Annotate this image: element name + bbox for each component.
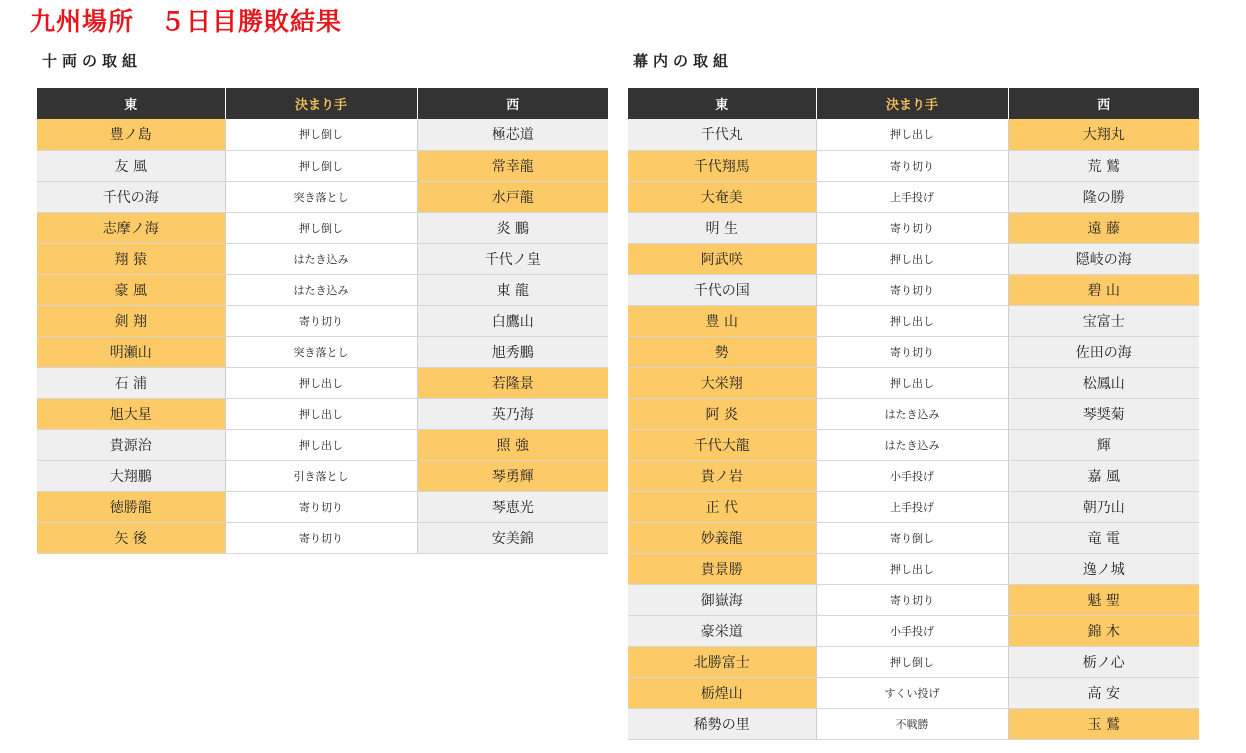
- west-rikishi: 英乃海: [417, 398, 608, 429]
- kimarite: 押し出し: [225, 398, 417, 429]
- west-rikishi: 安美錦: [417, 522, 608, 553]
- east-rikishi: 友 風: [37, 150, 225, 181]
- bout-row: [37, 212, 608, 243]
- juryo-bouts-body: [37, 119, 608, 553]
- west-rikishi: 嘉 風: [1008, 460, 1199, 491]
- east-rikishi: 貴ノ岩: [628, 460, 816, 491]
- makuuchi-bouts-body: [628, 119, 1199, 739]
- bout-row: [37, 150, 608, 181]
- bout-row: [37, 119, 608, 150]
- kimarite: はたき込み: [225, 243, 417, 274]
- kimarite: はたき込み: [225, 274, 417, 305]
- east-rikishi: 千代大龍: [628, 429, 816, 460]
- west-rikishi: 玉 鷲: [1008, 708, 1199, 739]
- bout-row: [37, 491, 608, 522]
- kimarite: 寄り切り: [225, 305, 417, 336]
- bout-row: [628, 336, 1199, 367]
- page-title: 九州場所 ５日目勝敗結果: [30, 7, 343, 36]
- east-rikishi: 明 生: [628, 212, 816, 243]
- bout-row: [628, 677, 1199, 708]
- kimarite: 小手投げ: [816, 615, 1008, 646]
- west-rikishi: 極芯道: [417, 119, 608, 150]
- kimarite: 押し出し: [225, 367, 417, 398]
- juryo-header-row: [37, 88, 608, 119]
- bout-row: [628, 615, 1199, 646]
- kimarite: 上手投げ: [816, 181, 1008, 212]
- kimarite: 押し出し: [816, 243, 1008, 274]
- east-rikishi: 千代の海: [37, 181, 225, 212]
- east-rikishi: 翔 猿: [37, 243, 225, 274]
- east-rikishi: 石 浦: [37, 367, 225, 398]
- east-rikishi: 千代翔馬: [628, 150, 816, 181]
- east-rikishi: 大翔鵬: [37, 460, 225, 491]
- west-column-header: 西: [417, 88, 608, 119]
- kimarite: 寄り切り: [816, 584, 1008, 615]
- kimarite: 突き落とし: [225, 336, 417, 367]
- kimarite: 押し出し: [816, 119, 1008, 150]
- kimarite: 押し出し: [225, 429, 417, 460]
- makuuchi-bouts-table: [628, 88, 1199, 740]
- bout-row: [628, 491, 1199, 522]
- west-column-header: 西: [1008, 88, 1199, 119]
- bout-row: [628, 708, 1199, 739]
- west-rikishi: 琴奨菊: [1008, 398, 1199, 429]
- west-rikishi: 旭秀鵬: [417, 336, 608, 367]
- bout-row: [37, 429, 608, 460]
- west-rikishi: 若隆景: [417, 367, 608, 398]
- kimarite: 押し倒し: [225, 119, 417, 150]
- kimarite: 寄り切り: [225, 522, 417, 553]
- east-rikishi: 大栄翔: [628, 367, 816, 398]
- bout-row: [628, 553, 1199, 584]
- east-rikishi: 勢: [628, 336, 816, 367]
- east-rikishi: 阿 炎: [628, 398, 816, 429]
- kimarite: 寄り切り: [816, 150, 1008, 181]
- east-rikishi: 栃煌山: [628, 677, 816, 708]
- kimarite: 引き落とし: [225, 460, 417, 491]
- kimarite: 突き落とし: [225, 181, 417, 212]
- kimarite: 押し倒し: [225, 150, 417, 181]
- kimarite: 上手投げ: [816, 491, 1008, 522]
- east-rikishi: 北勝富士: [628, 646, 816, 677]
- east-rikishi: 明瀬山: [37, 336, 225, 367]
- makuuchi-section: [628, 50, 1199, 733]
- technique-column-header: 決まり手: [816, 88, 1008, 119]
- east-rikishi: 剣 翔: [37, 305, 225, 336]
- bout-row: [628, 367, 1199, 398]
- kimarite: 寄り倒し: [816, 522, 1008, 553]
- east-rikishi: 千代丸: [628, 119, 816, 150]
- bout-row: [37, 398, 608, 429]
- kimarite: 押し出し: [816, 305, 1008, 336]
- east-rikishi: 御嶽海: [628, 584, 816, 615]
- east-column-header: 東: [37, 88, 225, 119]
- west-rikishi: 栃ノ心: [1008, 646, 1199, 677]
- juryo-bouts-table: [37, 88, 608, 554]
- east-rikishi: 矢 後: [37, 522, 225, 553]
- bout-row: [628, 522, 1199, 553]
- bout-row: [628, 212, 1199, 243]
- kimarite: 寄り切り: [816, 274, 1008, 305]
- west-rikishi: 朝乃山: [1008, 491, 1199, 522]
- west-rikishi: 宝富士: [1008, 305, 1199, 336]
- kimarite: 押し出し: [816, 367, 1008, 398]
- bout-row: [37, 243, 608, 274]
- kimarite: 押し出し: [816, 553, 1008, 584]
- west-rikishi: 輝: [1008, 429, 1199, 460]
- west-rikishi: 炎 鵬: [417, 212, 608, 243]
- east-rikishi: 妙義龍: [628, 522, 816, 553]
- kimarite: 寄り切り: [816, 336, 1008, 367]
- kimarite: はたき込み: [816, 429, 1008, 460]
- bout-row: [628, 243, 1199, 274]
- west-rikishi: 常幸龍: [417, 150, 608, 181]
- east-rikishi: 稀勢の里: [628, 708, 816, 739]
- west-rikishi: 白鷹山: [417, 305, 608, 336]
- bout-row: [37, 305, 608, 336]
- bout-row: [628, 429, 1199, 460]
- kimarite: すくい投げ: [816, 677, 1008, 708]
- west-rikishi: 照 強: [417, 429, 608, 460]
- west-rikishi: 琴恵光: [417, 491, 608, 522]
- kimarite: 不戦勝: [816, 708, 1008, 739]
- makuuchi-header-row: [628, 88, 1199, 119]
- bout-row: [628, 181, 1199, 212]
- east-rikishi: 貴景勝: [628, 553, 816, 584]
- east-rikishi: 大奄美: [628, 181, 816, 212]
- east-rikishi: 阿武咲: [628, 243, 816, 274]
- technique-column-header: 決まり手: [225, 88, 417, 119]
- west-rikishi: 逸ノ城: [1008, 553, 1199, 584]
- west-rikishi: 高 安: [1008, 677, 1199, 708]
- bout-row: [628, 460, 1199, 491]
- east-rikishi: 志摩ノ海: [37, 212, 225, 243]
- bout-row: [628, 584, 1199, 615]
- east-rikishi: 貴源治: [37, 429, 225, 460]
- west-rikishi: 碧 山: [1008, 274, 1199, 305]
- makuuchi-section-title: 幕内の取組: [633, 52, 734, 70]
- west-rikishi: 東 龍: [417, 274, 608, 305]
- bout-row: [628, 646, 1199, 677]
- kimarite: 寄り切り: [225, 491, 417, 522]
- east-rikishi: 徳勝龍: [37, 491, 225, 522]
- east-rikishi: 豊ノ島: [37, 119, 225, 150]
- east-rikishi: 豊 山: [628, 305, 816, 336]
- kimarite: はたき込み: [816, 398, 1008, 429]
- bout-row: [628, 398, 1199, 429]
- west-rikishi: 遠 藤: [1008, 212, 1199, 243]
- bout-row: [37, 367, 608, 398]
- bout-row: [628, 150, 1199, 181]
- kimarite: 押し倒し: [816, 646, 1008, 677]
- juryo-section-title: 十両の取組: [42, 52, 143, 70]
- west-rikishi: 竜 電: [1008, 522, 1199, 553]
- west-rikishi: 隠岐の海: [1008, 243, 1199, 274]
- bout-row: [37, 181, 608, 212]
- east-rikishi: 豪 風: [37, 274, 225, 305]
- bout-row: [37, 460, 608, 491]
- east-rikishi: 旭大星: [37, 398, 225, 429]
- east-rikishi: 豪栄道: [628, 615, 816, 646]
- west-rikishi: 千代ノ皇: [417, 243, 608, 274]
- east-rikishi: 正 代: [628, 491, 816, 522]
- west-rikishi: 魁 聖: [1008, 584, 1199, 615]
- bout-row: [37, 336, 608, 367]
- kimarite: 押し倒し: [225, 212, 417, 243]
- west-rikishi: 荒 鷲: [1008, 150, 1199, 181]
- juryo-section: [37, 50, 608, 547]
- west-rikishi: 琴勇輝: [417, 460, 608, 491]
- bout-row: [628, 274, 1199, 305]
- bout-row: [37, 522, 608, 553]
- west-rikishi: 松鳳山: [1008, 367, 1199, 398]
- west-rikishi: 大翔丸: [1008, 119, 1199, 150]
- west-rikishi: 隆の勝: [1008, 181, 1199, 212]
- bout-row: [628, 305, 1199, 336]
- west-rikishi: 水戸龍: [417, 181, 608, 212]
- bout-row: [37, 274, 608, 305]
- kimarite: 小手投げ: [816, 460, 1008, 491]
- bout-row: [628, 119, 1199, 150]
- west-rikishi: 錦 木: [1008, 615, 1199, 646]
- west-rikishi: 佐田の海: [1008, 336, 1199, 367]
- east-rikishi: 千代の国: [628, 274, 816, 305]
- kimarite: 寄り切り: [816, 212, 1008, 243]
- east-column-header: 東: [628, 88, 816, 119]
